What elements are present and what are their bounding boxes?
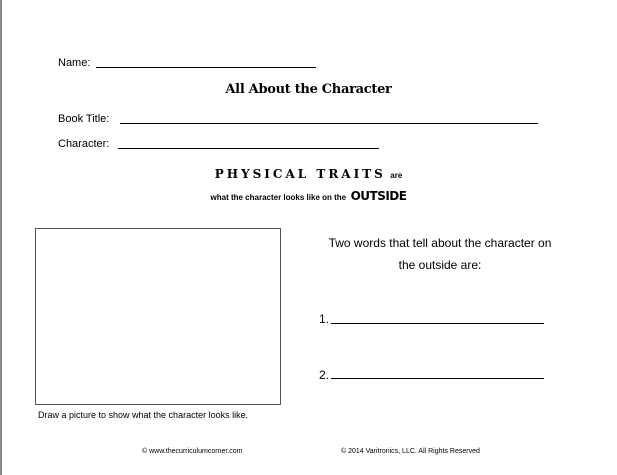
worksheet-title: All About the Character <box>225 82 392 97</box>
prompt <box>295 232 585 276</box>
footer-copyright: © 2014 Varitronics, LLC. All Rights Reserved <box>341 448 480 455</box>
name-label: Name: <box>58 57 91 69</box>
physical-traits-text: PHYSICAL TRAITS <box>214 167 386 181</box>
drawing-box[interactable] <box>35 228 281 405</box>
item-2-line[interactable] <box>331 378 544 379</box>
item-2-label: 2. <box>319 368 330 382</box>
prompt-line-1: Two words that tell about the character on <box>328 236 552 250</box>
character-line[interactable] <box>118 148 379 149</box>
name-line[interactable] <box>96 67 316 68</box>
drawing-caption: Draw a picture to show what the character looks like. <box>38 410 249 420</box>
subtitle-text: what the character looks like on the <box>210 193 347 202</box>
character-label: Character: <box>58 138 110 150</box>
item-1-label: 1. <box>319 312 330 326</box>
book-title-label: Book Title: <box>58 113 110 125</box>
item-1-line[interactable] <box>331 323 544 324</box>
prompt-line-2: the outside are: <box>398 258 482 272</box>
book-title-line[interactable] <box>120 123 538 124</box>
outside-text: OUTSIDE <box>350 189 407 203</box>
footer-website: © www.thecurriculumcorner.com <box>142 448 243 455</box>
page-edge <box>0 0 2 475</box>
traits-heading <box>0 165 617 183</box>
traits-subtitle <box>0 187 617 205</box>
are-text: are <box>390 171 403 180</box>
